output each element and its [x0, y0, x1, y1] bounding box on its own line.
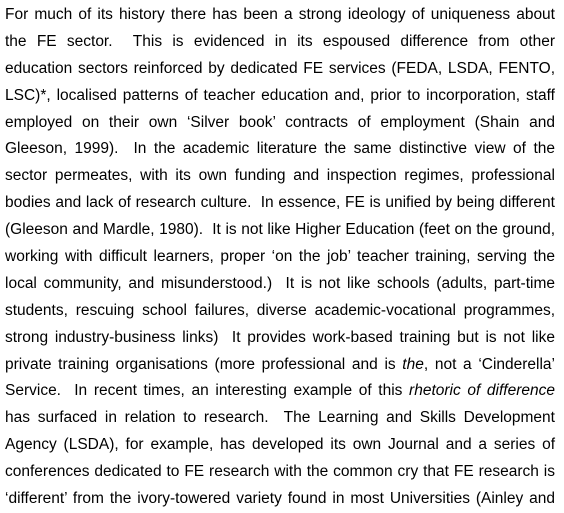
text-run: , not a ‘Cinderella’: [423, 355, 555, 373]
text-line: [5, 298, 555, 325]
text-run: LSC)*, localised patterns of teacher education and, prior to incorporation, staff: [5, 86, 555, 104]
text-line: [5, 244, 555, 271]
text-run: Service. In recent times, an interesting example of this: [5, 382, 410, 400]
text-line: [5, 378, 555, 405]
text-line: [5, 325, 555, 352]
text-line: [5, 163, 555, 190]
text-line: [5, 352, 555, 379]
text-run: private training organisations (more professional and is: [5, 355, 403, 373]
text-line: [5, 56, 555, 83]
text-run: has surfaced in relation to research. The Learning and Skills Development: [5, 409, 555, 427]
text-line: [5, 2, 555, 29]
text-line: [5, 405, 555, 432]
text-run: education sectors reinforced by dedicated FE services (FEDA, LSDA, FENTO,: [5, 59, 555, 77]
text-run: (Gleeson and Mardle, 1980). It is not like Higher Education (feet on the ground,: [5, 221, 555, 239]
text-run: Agency (LSDA), for example, has developed its own Journal and a series of: [5, 436, 555, 454]
text-line: [5, 136, 555, 163]
text-run: ‘different’ from the ivory-towered variety found in most Universities (Ainley and: [5, 490, 555, 508]
text-line: [5, 217, 555, 244]
text-line: [5, 190, 555, 217]
text-run: working with difficult learners, proper ‘on the job’ teacher training, serving the: [5, 248, 555, 266]
text-run: For much of its history there has been a strong ideology of uniqueness about: [5, 6, 555, 23]
text-run: sector permeates, with its own funding and inspection regimes, professional: [5, 167, 555, 185]
italic-text-run: rhetoric of difference: [409, 382, 555, 400]
text-line: [5, 486, 555, 513]
text-run: strong industry-business links) It provides work-based training but is not like: [5, 328, 555, 346]
text-line: [5, 271, 555, 298]
document-page: [5, 2, 555, 513]
body-paragraph: [5, 2, 555, 513]
text-line: [5, 432, 555, 459]
text-run: employed on their own ‘Silver book’ contracts of employment (Shain and: [5, 113, 555, 131]
text-line: [5, 83, 555, 110]
text-run: local community, and misunderstood.) It is not like schools (adults, part-time: [5, 274, 556, 292]
text-line: [5, 29, 555, 56]
text-run: conferences dedicated to FE research with the common cry that FE research is: [5, 463, 555, 481]
text-run: bodies and lack of research culture. In essence, FE is unified by being different: [5, 194, 555, 212]
text-run: students, rescuing school failures, diverse academic-vocational programmes,: [5, 301, 555, 319]
text-run: Gleeson, 1999). In the academic literature the same distinctive view of the: [5, 140, 555, 158]
text-run: the FE sector. This is evidenced in its espoused difference from other: [5, 32, 555, 50]
italic-text-run: the: [402, 355, 424, 373]
text-line: [5, 110, 555, 137]
text-line: [5, 459, 555, 486]
